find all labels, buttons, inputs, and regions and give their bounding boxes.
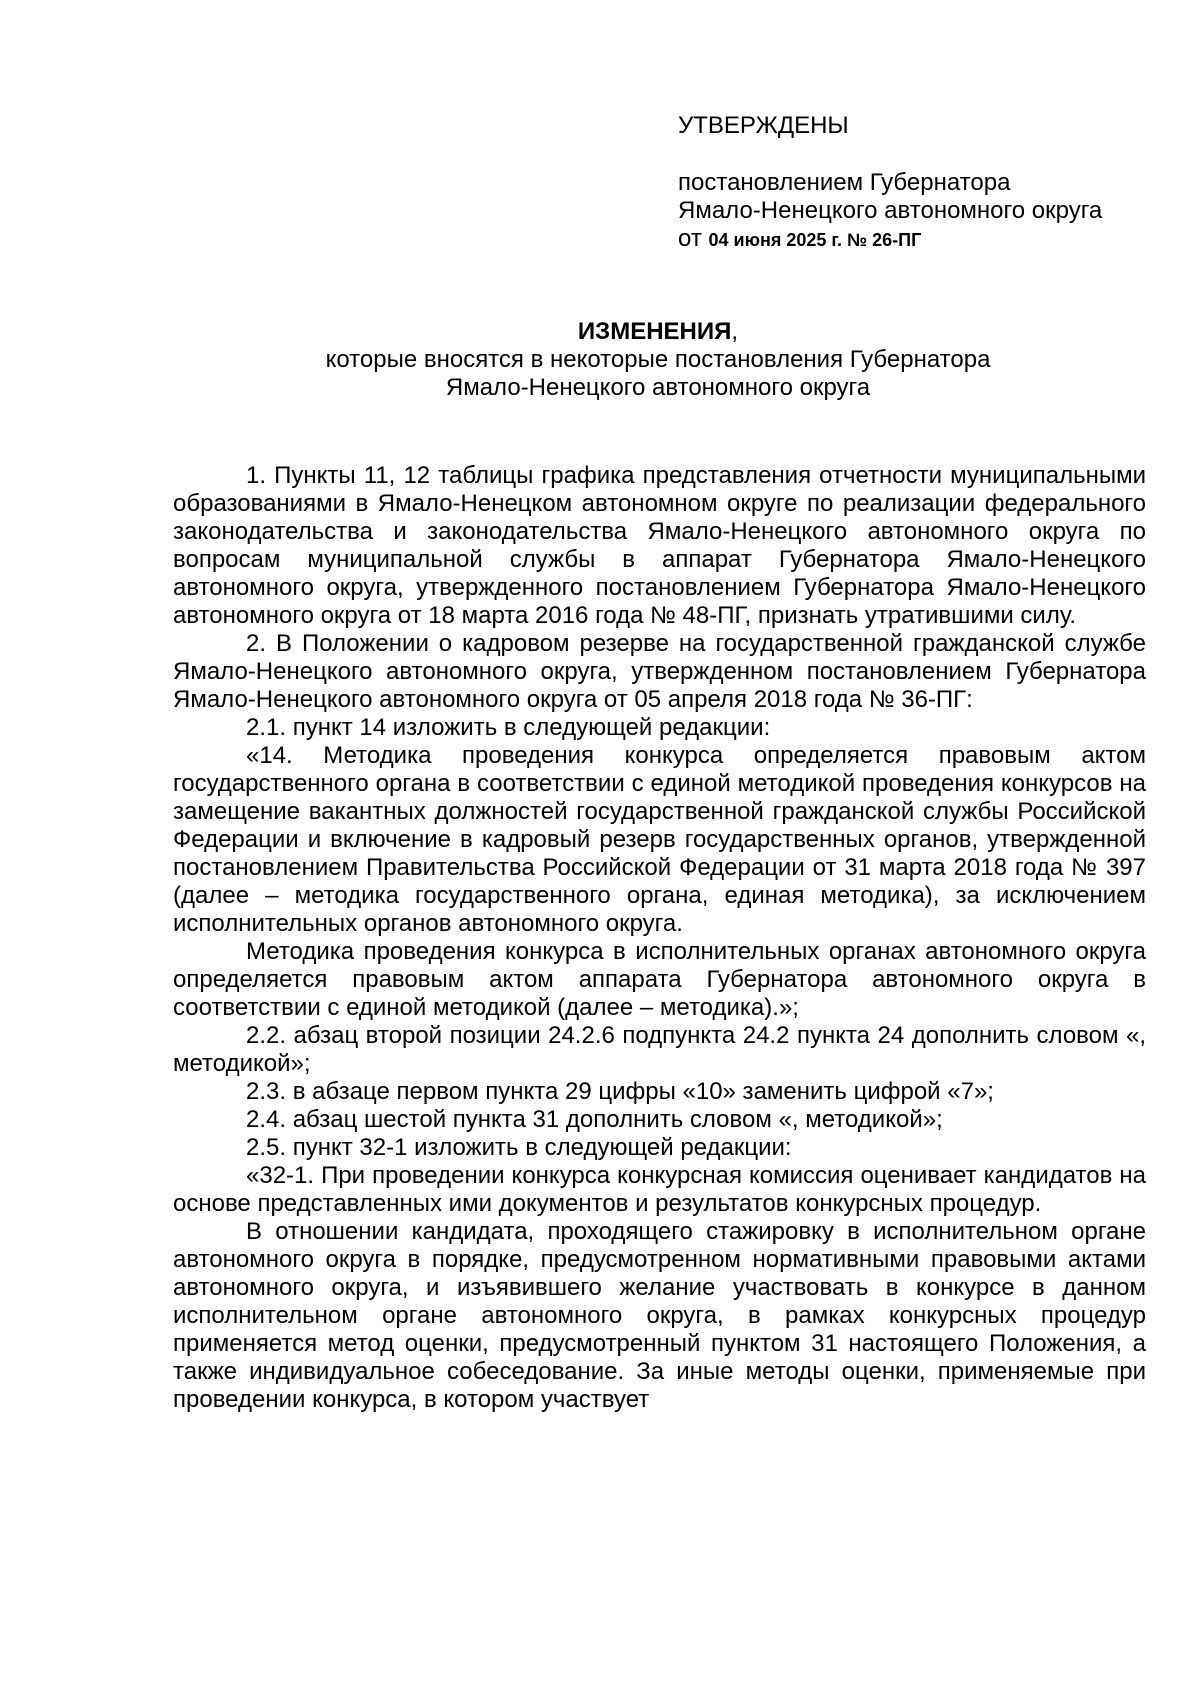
title-subtitle-line-2: Ямало-Ненецкого автономного округа (445, 374, 871, 401)
paragraph-quote-14: «14. Методика проведения конкурса определяется правовым актом государственного органа в соответствии с единой методикой проведения конкурсов на замещение вакантных должностей государственной гражданской службы Российской Федерации и включение в кадровый резерв государственных органов, утвержденной постановлением Правительства Российской Федерации от 31 марта 2018 года № 397 (далее – методика государственного органа, единая методика), за исключением исполнительных органов автономного округа. (173, 742, 1146, 937)
title-heading: ИЗМЕНЕНИЯ (577, 318, 732, 345)
paragraph-2-1: 2.1. пункт 14 изложить в следующей редакции: (246, 714, 771, 741)
document-title (172, 318, 1144, 402)
paragraph-quote-32-1: «32-1. При проведении конкурса конкурсная комиссия оценивает кандидатов на основе представленных ими документов и результатов конкурсных процедур. (173, 1162, 1146, 1217)
approval-issuer-line-2: Ямало-Ненецкого автономного округа (678, 197, 1103, 224)
paragraph-quote-14-part-2: Методика проведения конкурса в исполнительных органах автономного округа определяется правовым актом аппарата Губернатора автономного округа в соответствии с единой методикой (далее – методика).»; (173, 938, 1146, 1021)
title-heading-comma: , (731, 318, 739, 345)
paragraph-1: 1. Пункты 11, 12 таблицы графика представления отчетности муниципальными образованиями в Ямало-Ненецком автономном округе по реализации федерального законодательства и законодательства Ямало-Ненецкого автономного округа по вопросам муниципальной службы в аппарат Губернатора Ямало-Ненецкого автономного округа, утвержденного постановлением Губернатора Ямало-Ненецкого автономного округа от 18 марта 2016 года № 48-ПГ, признать утратившими силу. (173, 462, 1146, 629)
paragraph-2-4: 2.4. абзац шестой пункта 31 дополнить словом «, методикой»; (246, 1106, 943, 1133)
approval-issuer-line-1: постановлением Губернатора (678, 169, 1011, 196)
approval-stamp-title: УТВЕРЖДЕНЫ (678, 112, 849, 139)
paragraph-2: 2. В Положении о кадровом резерве на государственной гражданской службе Ямало-Ненецкого автономного округа, утвержденном постановлением Губернатора Ямало-Ненецкого автономного округа от 05 апреля 2018 года № 36-ПГ: (173, 630, 1146, 713)
document-body (173, 462, 1146, 1414)
paragraph-2-3: 2.3. в абзаце первом пункта 29 цифры «10» заменить цифрой «7»; (246, 1078, 994, 1105)
paragraph-2-5: 2.5. пункт 32-1 изложить в следующей редакции: (246, 1134, 792, 1161)
approval-date-line (678, 225, 1178, 254)
approval-date-number: 04 июня 2025 г. № 26-ПГ (708, 230, 922, 250)
paragraph-2-2: 2.2. абзац второй позиции 24.2.6 подпункта 24.2 пункта 24 дополнить словом «, методикой»; (173, 1022, 1146, 1077)
title-heading-line (172, 318, 1144, 346)
approval-from-label: от (678, 225, 702, 252)
approval-block (678, 112, 1178, 254)
paragraph-quote-32-1-part-2: В отношении кандидата, проходящего стажировку в исполнительном органе автономного округа в порядке, предусмотренном нормативными правовыми актами автономного округа, и изъявившего желание участвовать в конкурсе в данном исполнительном органе автономного округа, в рамках конкурсных процедур применяется метод оценки, предусмотренный пунктом 31 настоящего Положения, а также индивидуальное собеседование. За иные методы оценки, применяемые при проведении конкурса, в котором участвует (173, 1218, 1146, 1413)
title-subtitle-line-1: которые вносятся в некоторые постановления Губернатора (325, 346, 991, 373)
